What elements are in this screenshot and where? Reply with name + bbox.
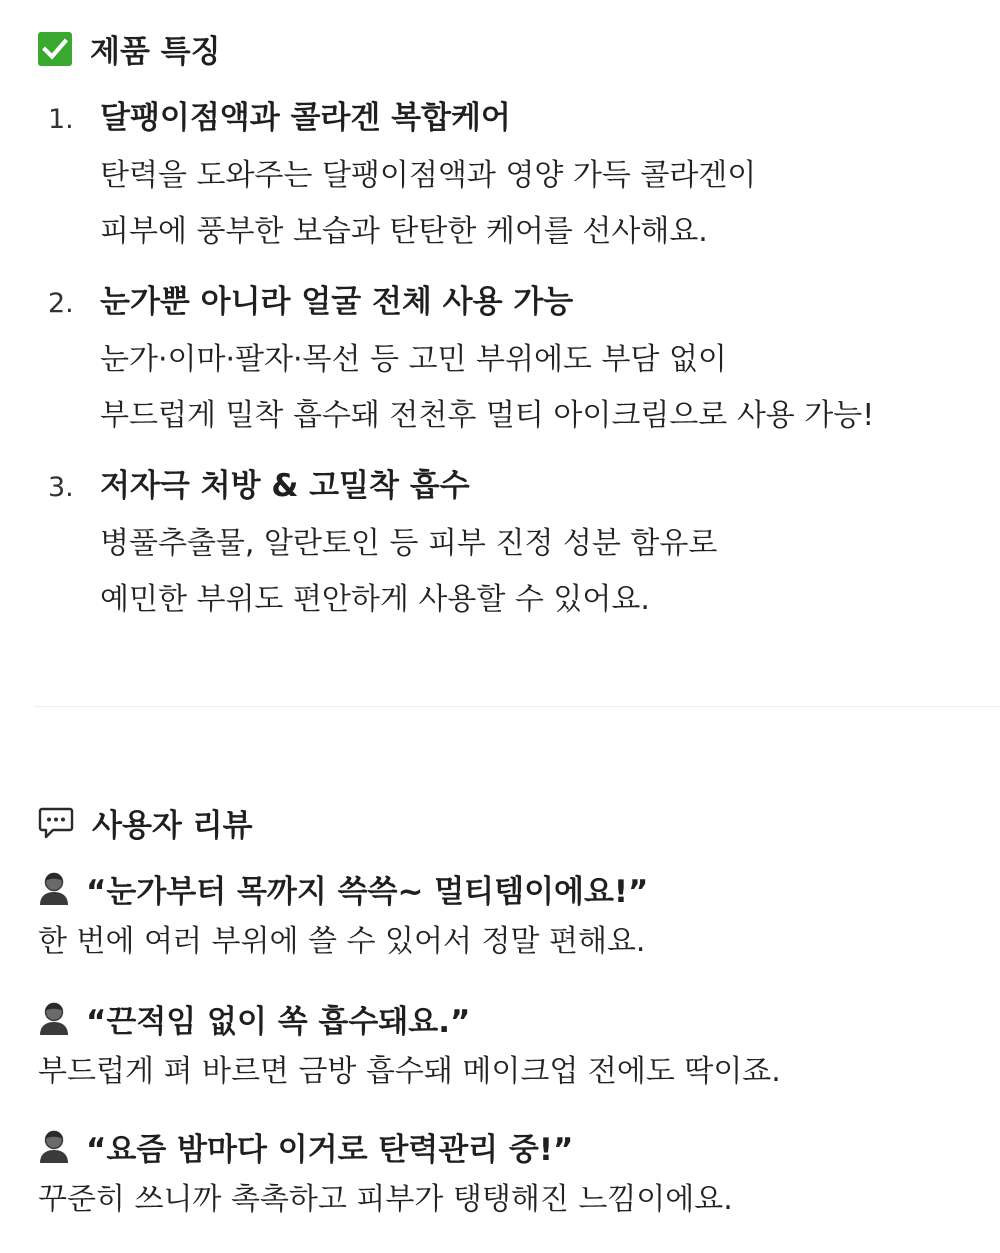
feature-title: 눈가뿐 아니라 얼굴 전체 사용 가능 (100, 284, 574, 320)
feature-item-3 (48, 466, 988, 628)
review-quote-row (38, 998, 988, 1038)
feature-number: 3. (48, 472, 74, 503)
review-item-1 (38, 868, 988, 962)
feature-description-line: 부드럽게 밀착 흡수돼 전천후 멀티 아이크림으로 사용 가능! (100, 398, 875, 433)
feature-description-line: 예민한 부위도 편안하게 사용할 수 있어요. (100, 582, 650, 617)
feature-number: 1. (48, 104, 74, 135)
review-quote: “요즘 밤마다 이거로 탄력관리 중!” (86, 1131, 574, 1168)
review-quote-row (38, 1126, 988, 1166)
feature-title: 달팽이점액과 콜라겐 복합케어 (100, 100, 511, 136)
user-silhouette-icon (38, 1001, 70, 1035)
feature-description-line: 피부에 풍부한 보습과 탄탄한 케어를 선사해요. (100, 214, 708, 249)
reviews-heading-text: 사용자 리뷰 (92, 808, 253, 844)
feature-description-line: 탄력을 도와주는 달팽이점액과 영양 가득 콜라겐이 (100, 158, 757, 193)
feature-title-row (48, 282, 988, 322)
check-box-icon (38, 32, 72, 66)
feature-description (100, 148, 988, 260)
review-item-2 (38, 998, 988, 1092)
feature-title-row (48, 466, 988, 506)
feature-description (100, 332, 988, 444)
review-quote: “끈적임 없이 쏙 흡수돼요.” (86, 1003, 471, 1040)
user-silhouette-icon (38, 1129, 70, 1163)
feature-description (100, 516, 988, 628)
feature-item-1 (48, 98, 988, 260)
speech-bubble-icon (38, 806, 74, 840)
review-text: 꾸준히 쓰니까 촉촉하고 피부가 탱탱해진 느낌이에요. (38, 1182, 733, 1217)
feature-description-line: 눈가·이마·팔자·목선 등 고민 부위에도 부담 없이 (100, 342, 727, 377)
review-item-3 (38, 1126, 988, 1220)
review-text: 한 번에 여러 부위에 쓸 수 있어서 정말 편해요. (38, 924, 646, 959)
feature-title-row (48, 98, 988, 138)
features-heading (38, 26, 221, 71)
user-silhouette-icon (38, 871, 70, 905)
review-quote-row (38, 868, 988, 908)
review-text: 부드럽게 펴 바르면 금방 흡수돼 메이크업 전에도 딱이죠. (38, 1054, 781, 1089)
review-quote: “눈가부터 목까지 쓱쓱~ 멀티템이에요!” (86, 873, 649, 910)
section-divider (34, 706, 1000, 707)
features-heading-text: 제품 특징 (90, 34, 221, 70)
feature-item-2 (48, 282, 988, 444)
feature-number: 2. (48, 288, 74, 319)
feature-title: 저자극 처방 & 고밀착 흡수 (100, 468, 470, 504)
feature-description-line: 병풀추출물, 알란토인 등 피부 진정 성분 함유로 (100, 526, 718, 561)
reviews-heading (38, 800, 253, 845)
